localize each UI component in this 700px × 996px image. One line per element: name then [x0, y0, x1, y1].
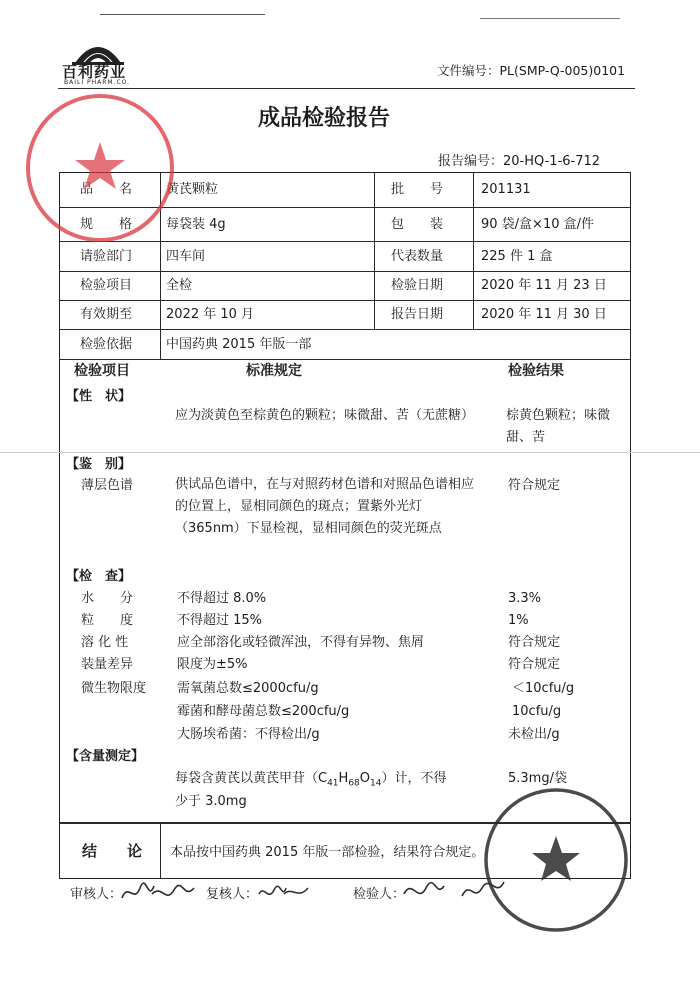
- check-result: 未检出/g: [508, 727, 560, 742]
- info-value: 225 件 1 盒: [481, 249, 553, 264]
- top-scan-line-2: [480, 18, 620, 19]
- info-label: 检验日期: [391, 278, 444, 293]
- report-number: 报告编号：20-HQ-1-6-712: [438, 154, 601, 169]
- section-heading-checks: 【检 查】: [66, 569, 132, 584]
- info-label: 批 号: [391, 182, 444, 197]
- info-value: 四车间: [166, 249, 206, 264]
- conclusion-text: 本品按中国药典 2015 年版一部检验，结果符合规定。: [170, 845, 485, 860]
- info-label: 检验依据: [80, 337, 133, 352]
- info-value: 201131: [481, 182, 531, 197]
- rechecker-label: 复核人：: [206, 887, 259, 902]
- check-result: 3.3%: [508, 591, 542, 606]
- logo-name-cn: 百利药业: [62, 63, 127, 81]
- info-row-divider: [60, 300, 630, 301]
- identification-standard: 供试品色谱中，在与对照药材色谱和对照品色谱相应的位置上，显相同颜色的斑点；置紫外光灯（365nm）下显检视，显相同颜色的荧光斑点: [175, 477, 475, 536]
- identification-item: 薄层色谱: [81, 478, 134, 493]
- conclusion-label: 结 论: [82, 842, 143, 860]
- assay-standard-suffix: ）计，不得: [381, 771, 447, 786]
- assay-subscript-o: 14: [370, 778, 382, 789]
- info-value: 全检: [166, 278, 193, 293]
- check-item: 粒 度: [81, 613, 134, 628]
- check-item: 水 分: [81, 591, 134, 606]
- quality-seal: [476, 780, 636, 940]
- scan-artifact-line: [0, 452, 700, 453]
- check-result: ＜10cfu/g: [512, 681, 575, 696]
- inspector-label: 检验人：: [353, 887, 406, 902]
- company-logo: [58, 42, 138, 88]
- info-row-divider: [60, 329, 630, 330]
- info-label: 检验项目: [80, 278, 133, 293]
- info-label: 有效期至: [80, 307, 133, 322]
- check-result: 1%: [508, 613, 529, 628]
- report-title: 成品检验报告: [258, 106, 391, 131]
- info-row-divider: [60, 271, 630, 272]
- info-label: 请验部门: [80, 249, 133, 264]
- check-standard: 应全部溶化或轻微浑浊，不得有异物、焦屑: [177, 635, 425, 650]
- info-col-divider: [374, 173, 375, 330]
- check-result: 符合规定: [508, 657, 561, 672]
- column-header-result: 检验结果: [508, 363, 564, 379]
- info-value: 2022 年 10 月: [166, 307, 255, 322]
- assay-result: 5.3mg/袋: [508, 771, 567, 786]
- check-result: 符合规定: [508, 635, 561, 650]
- check-standard: 限度为±5%: [177, 657, 248, 672]
- info-value: 黄芪颗粒: [166, 182, 219, 197]
- character-standard: 应为淡黄色至棕黄色的颗粒；味微甜、苦（无蔗糖）: [175, 408, 475, 423]
- reviewer-label: 审核人：: [70, 887, 123, 902]
- check-item: 装量差异: [81, 657, 134, 672]
- assay-subscript-h: 68: [348, 778, 360, 789]
- info-value: 2020 年 11 月 23 日: [481, 278, 607, 293]
- section-heading-assay: 【含量测定】: [66, 749, 145, 764]
- info-value: 2020 年 11 月 30 日: [481, 307, 607, 322]
- reviewer-signature: [118, 878, 198, 908]
- check-item: 溶 化 性: [81, 635, 129, 650]
- top-scan-line: [100, 14, 265, 15]
- logo-name-en: BAILI PHARM.CO.: [64, 79, 131, 86]
- info-col-divider: [473, 173, 474, 330]
- info-label: 品 名: [80, 182, 133, 197]
- check-result: 10cfu/g: [512, 704, 562, 719]
- check-standard: 不得超过 15%: [177, 613, 263, 628]
- assay-standard-line1: [175, 770, 446, 793]
- info-value: 中国药典 2015 年版一部: [166, 337, 312, 352]
- assay-formula-h: H: [338, 771, 349, 786]
- section-heading-identification: 【鉴 别】: [66, 457, 132, 472]
- assay-formula-o: O: [359, 771, 370, 786]
- assay-subscript-c: 41: [327, 778, 339, 789]
- check-standard: 不得超过 8.0%: [177, 591, 267, 606]
- conclusion-divider: [160, 823, 161, 878]
- rechecker-signature: [256, 880, 312, 906]
- info-label: 包 装: [391, 217, 444, 232]
- check-item: 微生物限度: [81, 681, 147, 696]
- red-seal-top: [20, 88, 180, 248]
- info-label: 规 格: [80, 217, 133, 232]
- column-header-standard: 标准规定: [246, 363, 302, 379]
- section-heading-character: 【性 状】: [66, 389, 132, 404]
- info-label: 代表数量: [391, 249, 444, 264]
- info-value: 90 袋/盒×10 盒/件: [481, 217, 595, 232]
- identification-result: 符合规定: [508, 478, 561, 493]
- info-row-divider: [60, 359, 630, 360]
- assay-standard-line2: 少于 3.0mg: [175, 794, 247, 809]
- character-result: 棕黄色颗粒；味微甜、苦: [506, 408, 611, 445]
- check-standard: 大肠埃希菌：不得检出/g: [177, 727, 320, 742]
- check-standard: 霉菌和酵母菌总数≤200cfu/g: [177, 704, 350, 719]
- column-header-item: 检验项目: [74, 363, 130, 379]
- file-number: 文件编号：PL(SMP-Q-005)0101: [437, 63, 626, 78]
- check-standard: 需氧菌总数≤2000cfu/g: [177, 681, 319, 696]
- assay-standard-prefix: 每袋含黄芪以黄芪甲苷（C: [175, 771, 328, 786]
- info-label: 报告日期: [391, 307, 444, 322]
- info-value: 每袋装 4g: [166, 217, 226, 232]
